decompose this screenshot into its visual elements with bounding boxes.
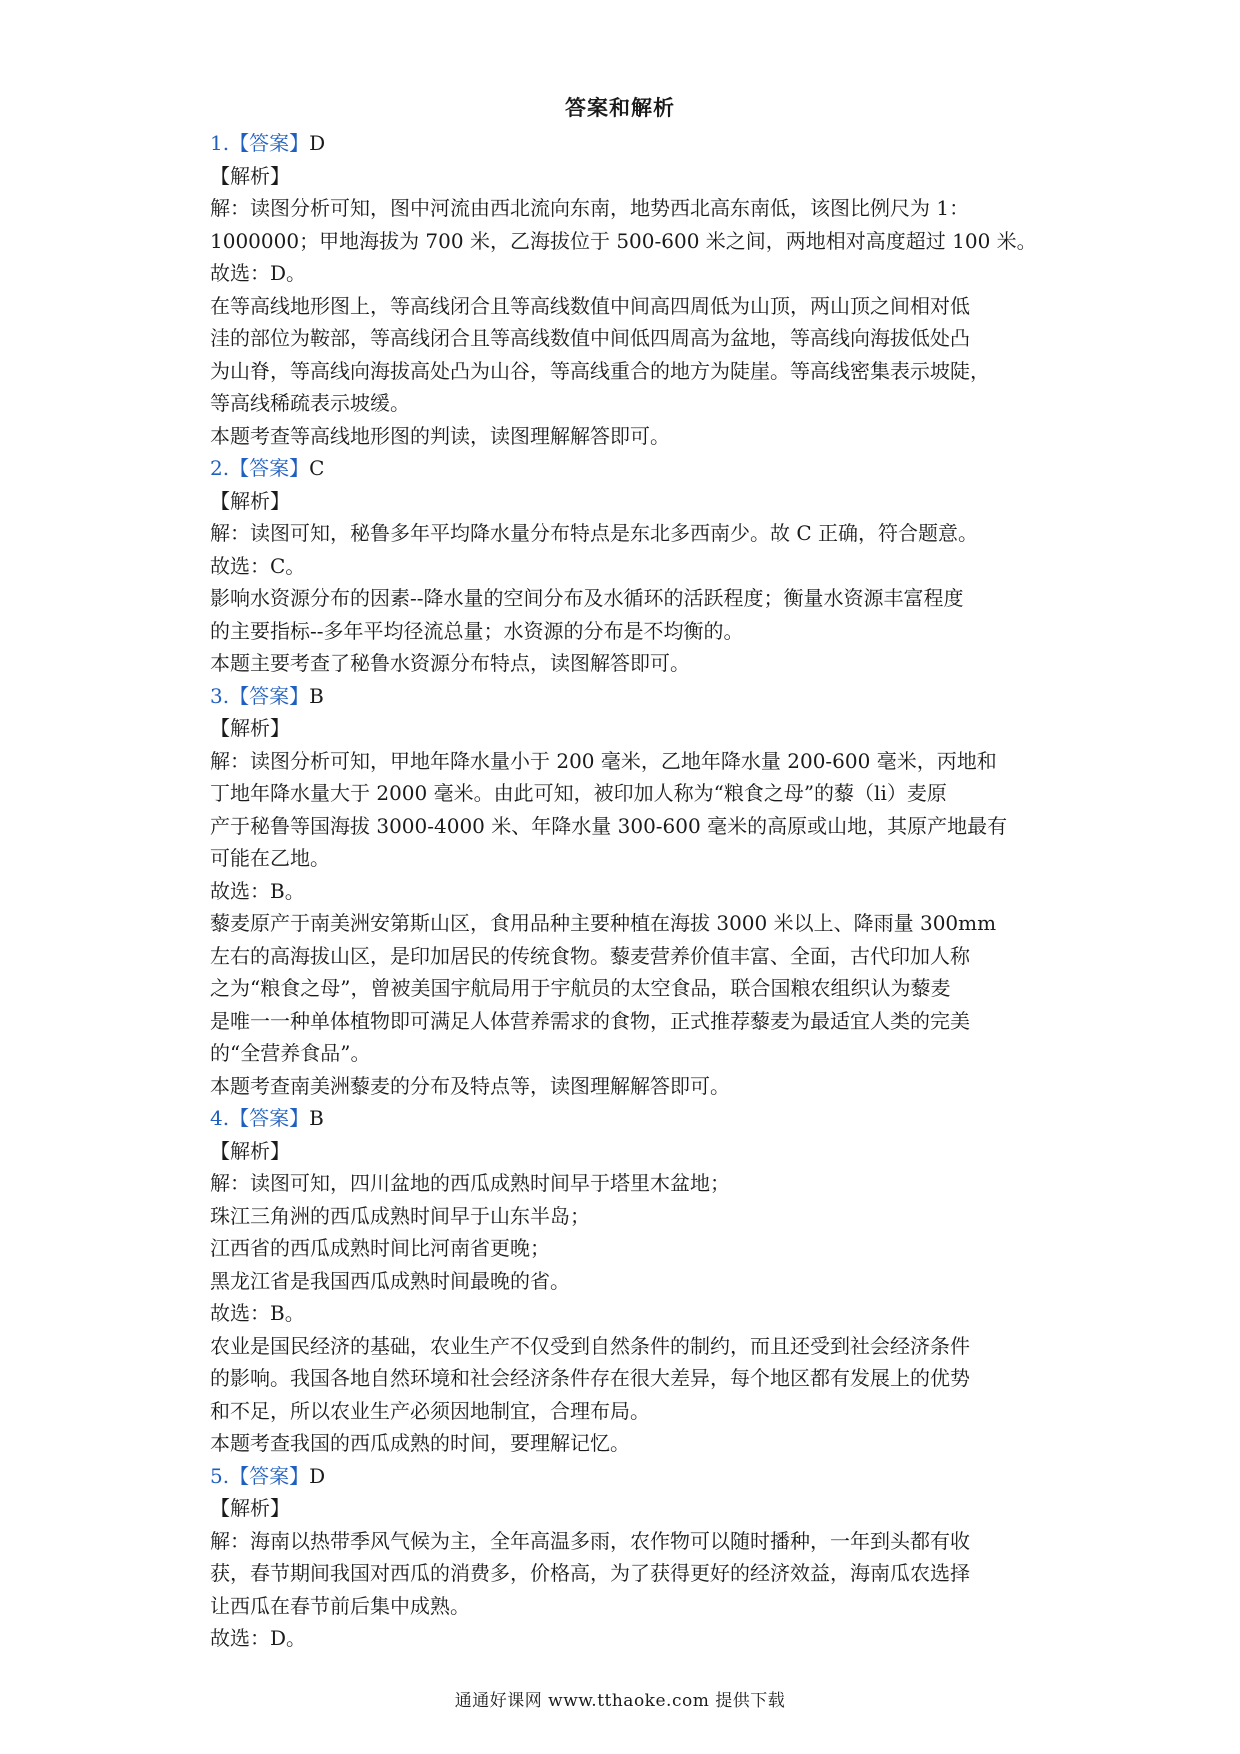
answer-value: D [309,131,326,155]
analysis-tag: 【解析】 [210,488,290,513]
answer-tag: 【答案】 [229,131,310,155]
analysis-line: 本题主要考查了秘鲁水资源分布特点，读图解答即可。 [210,651,690,675]
analysis-line: 洼的部位为鞍部，等高线闭合且等高线数值中间低四周高为盆地，等高线向海拔低处凸 [210,326,970,350]
analysis-line: 黑龙江省是我国西瓜成熟时间最晚的省。 [210,1268,570,1293]
analysis-line: 珠江三角洲的西瓜成熟时间早于山东半岛； [210,1203,590,1228]
question-block [210,1102,1040,1460]
analysis-line: 的“全营养食品”。 [210,1041,371,1065]
answer-line [210,1460,1040,1493]
question-number: 4. [210,1106,230,1130]
answer-tag: 【答案】 [229,456,310,480]
analysis-line: 农业是国民经济的基础，农业生产不仅受到自然条件的制约，而且还受到社会经济条件 [210,1333,970,1358]
analysis-line: 本题考查等高线地形图的判读，读图理解解答即可。 [210,423,670,448]
answer-tag: 【答案】 [229,1106,310,1130]
question-block [210,127,1040,452]
answer-line [210,452,1040,485]
analysis-line: 1000000；甲地海拔为 700 米，乙海拔位于 500-600 米之间，两地相对高度超过 100 米。 [210,228,1037,253]
question-number: 1. [210,131,230,155]
analysis-line: 江西省的西瓜成熟时间比河南省更晚； [210,1236,550,1260]
analysis-line: 为山脊，等高线向海拔高处凸为山谷，等高线重合的地方为陡崖。等高线密集表示坡陡， [210,358,990,383]
analysis-tag: 【解析】 [210,1138,290,1163]
answer-value: B [309,683,324,708]
analysis-line: 让西瓜在春节前后集中成熟。 [210,1593,470,1618]
analysis-line: 故选：B。 [210,1301,305,1325]
analysis-line: 故选：B。 [210,878,305,903]
answer-value: D [309,1463,326,1488]
analysis-line: 解：读图分析可知，甲地年降水量小于 200 毫米，乙地年降水量 200-600 毫米，丙地和 [210,748,997,773]
analysis-line: 在等高线地形图上，等高线闭合且等高线数值中间高四周低为山顶，两山顶之间相对低 [210,293,970,318]
question-number: 5. [210,1463,230,1488]
analysis-line: 本题考查南美洲藜麦的分布及特点等，读图理解解答即可。 [210,1073,730,1098]
answer-line [210,1102,1040,1135]
page-footer: 通通好课网 www.tthaoke.com 提供下载 [454,1691,786,1711]
answer-tag: 【答案】 [229,1463,310,1488]
analysis-tag: 【解析】 [210,163,290,188]
analysis-line: 的影响。我国各地自然环境和社会经济条件存在很大差异，每个地区都有发展上的优势 [210,1366,970,1390]
analysis-line: 故选：D。 [210,1626,307,1650]
analysis-line: 故选：D。 [210,261,307,285]
analysis-line: 可能在乙地。 [210,846,330,870]
analysis-line: 产于秘鲁等国海拔 3000-4000 米、年降水量 300-600 毫米的高原或山地，其原产地最有 [210,813,1008,838]
analysis-line: 和不足，所以农业生产必须因地制宜，合理布局。 [210,1398,650,1423]
analysis-line: 本题考查我国的西瓜成熟的时间，要理解记忆。 [210,1431,630,1455]
answer-value: C [309,456,325,480]
answer-line [210,680,1040,713]
answer-line [210,127,1040,160]
analysis-line: 解：读图可知，秘鲁多年平均降水量分布特点是东北多西南少。故 C 正确，符合题意。 [210,521,979,545]
answer-value: B [309,1106,324,1130]
analysis-line: 藜麦原产于南美洲安第斯山区，食用品种主要种植在海拔 3000 米以上、降雨量 300mm [210,911,997,935]
question-number: 2. [210,456,230,480]
analysis-line: 解：海南以热带季风气候为主，全年高温多雨，农作物可以随时播种，一年到头都有收 [210,1528,970,1553]
question-block [210,680,1040,1103]
analysis-line: 故选：C。 [210,553,306,578]
question-block [210,1460,1040,1655]
analysis-line: 等高线稀疏表示坡缓。 [210,391,410,415]
analysis-line: 获，春节期间我国对西瓜的消费多，价格高，为了获得更好的经济效益，海南瓜农选择 [210,1561,970,1585]
analysis-tag: 【解析】 [210,1496,290,1520]
answer-tag: 【答案】 [229,683,310,708]
analysis-line: 左右的高海拔山区，是印加居民的传统食物。藜麦营养价值丰富、全面，古代印加人称 [210,943,970,968]
question-block [210,452,1040,680]
analysis-line: 是唯一一种单体植物即可满足人体营养需求的食物，正式推荐藜麦为最适宜人类的完美 [210,1008,970,1033]
analysis-line: 的主要指标--多年平均径流总量；水资源的分布是不均衡的。 [210,618,744,643]
answer-content [210,127,1040,1655]
question-number: 3. [210,683,230,708]
analysis-line: 解：读图分析可知，图中河流由西北流向东南，地势西北高东南低，该图比例尺为 1： [210,196,970,220]
analysis-tag: 【解析】 [210,716,290,740]
analysis-line: 影响水资源分布的因素--降水量的空间分布及水循环的活跃程度；衡量水资源丰富程度 [210,586,964,610]
page-title: 答案和解析 [565,96,675,120]
analysis-line: 之为“粮食之母”，曾被美国宇航局用于宇航员的太空食品，联合国粮农组织认为藜麦 [210,976,951,1000]
analysis-line: 丁地年降水量大于 2000 毫米。由此可知，被印加人称为“粮食之母”的藜（li）麦原 [210,781,947,805]
analysis-line: 解：读图可知，四川盆地的西瓜成熟时间早于塔里木盆地； [210,1171,730,1195]
